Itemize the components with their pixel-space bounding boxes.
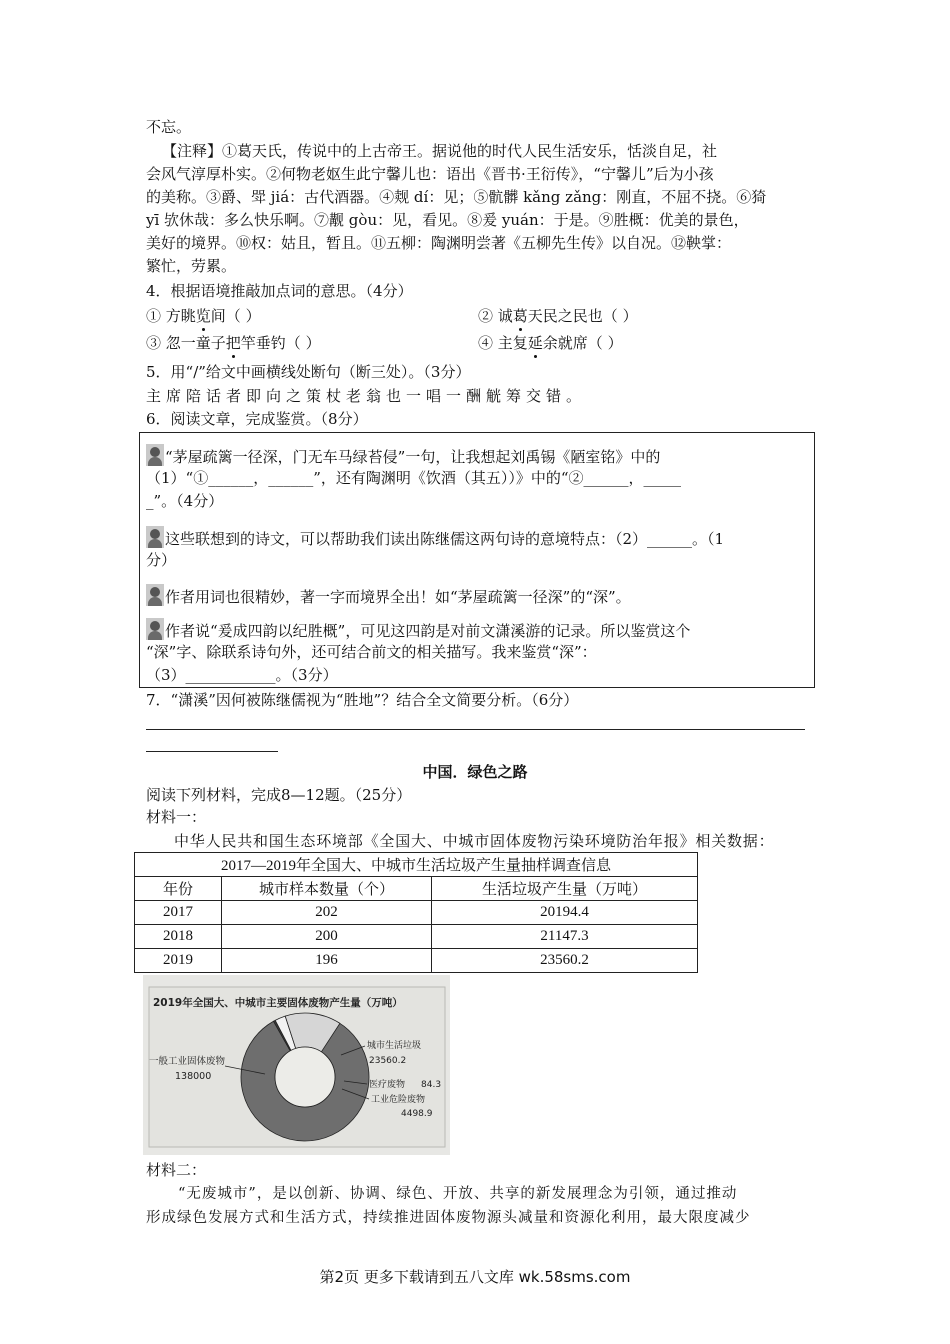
q6-prompt: 6．阅读文章，完成鉴赏。（8分） <box>146 410 368 428</box>
label-medical: 医疗废物 <box>369 1080 406 1090</box>
student-avatar-icon <box>146 444 164 466</box>
q4-item-1-dotted: 览 <box>195 307 211 325</box>
table-row <box>135 925 698 949</box>
q6-line-3: _”。（4分） <box>146 492 224 510</box>
student-avatar-icon <box>146 584 164 606</box>
label-municipal: 城市生活垃圾 <box>367 1041 422 1051</box>
q6-line-5: 分） <box>146 551 177 569</box>
q7-prompt: 7．“潇溪”因何被陈继儒视为“胜地”？结合全文简要分析。（6分） <box>146 691 579 709</box>
value-municipal: 23560.2 <box>369 1056 407 1066</box>
q4-item-4-post: 余就席（ ） <box>542 334 623 352</box>
material-2-line-1: “无废城市”，是以创新、协调、绿色、开放、共享的新发展理念为引领，通过推动 <box>178 1186 738 1202</box>
table-row <box>135 901 698 925</box>
table-cell: 21147.3 <box>432 925 698 949</box>
donut-chart-svg <box>143 975 450 1155</box>
material-1-label: 材料一： <box>146 808 207 826</box>
notes-line-6: 繁忙，劳累。 <box>146 257 237 275</box>
q5-text: 主席陪话者即向之策杖老翁也一唱一酬觥筹交错。 <box>146 387 587 405</box>
table-cell: 202 <box>222 901 432 925</box>
section-title: 中国．绿色之路 <box>422 763 528 781</box>
label-hazardous: 工业危险废物 <box>371 1095 426 1105</box>
waste-donut-chart <box>143 975 450 1155</box>
q4-item-3-pre: ③ 忽一童子 <box>146 334 226 352</box>
q4-item-1 <box>146 305 261 327</box>
donut-hole <box>275 1047 335 1107</box>
table-cell: 200 <box>222 925 432 949</box>
q4-item-2 <box>478 305 638 327</box>
q4-item-3 <box>146 332 321 354</box>
garbage-survey-table <box>134 852 698 973</box>
notes-line-1: 【注释】①葛天氏，传说中的上古帝王。据说他的时代人民生活安乐，恬淡自足，社 <box>162 142 718 160</box>
passage-ending: 不忘。 <box>146 118 192 136</box>
material-1-text: 中华人民共和国生态环境部《全国大、中城市固体废物污染环境防治年报》相关数据： <box>174 832 775 850</box>
table-cell: 2017 <box>135 901 222 925</box>
notes-line-4: yī 欤休哉：多么快乐啊。⑦觏 gòu：见，看见。⑧爰 yuán：于是。⑨胜概：优美的景色， <box>146 211 749 229</box>
value-industrial-solid: 138000 <box>175 1071 212 1082</box>
notes-line-2: 会风气淳厚朴实。②何物老妪生此宁馨儿也：语出《晋书·王衍传》，“宁馨儿”后为小孩 <box>146 165 714 183</box>
q4-item-2-pre: ② 诚 <box>478 307 513 325</box>
value-hazardous: 4498.9 <box>401 1109 433 1119</box>
student-avatar-icon <box>146 526 164 548</box>
q7-answer-line[interactable] <box>146 729 805 730</box>
q4-item-1-pre: ① 方眺 <box>146 307 196 325</box>
table-header-sample: 城市样本数量（个） <box>222 877 432 901</box>
q6-line-9: （3）____________。（3分） <box>146 666 338 684</box>
q6-line-7-text: 作者说“爰成四韵以纪胜概”，可见这四韵是对前文潇溪游的记录。所以鉴赏这个 <box>165 622 691 640</box>
label-industrial-solid: 一般工业固体废物 <box>149 1056 226 1067</box>
student-avatar-icon <box>146 618 164 640</box>
table-cell: 23560.2 <box>432 949 698 973</box>
material-2-line-2: 形成绿色发展方式和生活方式，持续推进固体废物源头减量和资源化利用，最大限度减少 <box>146 1210 751 1226</box>
q4-item-3-post: 竿垂钓（ ） <box>240 334 321 352</box>
q6-line-8: “深”字、除联系诗句外，还可结合前文的相关描写。我来鉴赏“深”： <box>146 643 597 661</box>
notes-line-5: 美好的境界。⑩权：姑且，暂且。⑪五柳：陶渊明尝著《五柳先生传》以自况。⑫鞅掌： <box>146 234 732 252</box>
chart-title: 2019年全国大、中城市主要固体废物产生量（万吨） <box>153 997 403 1009</box>
table-cell: 2018 <box>135 925 222 949</box>
q4-item-1-post: 间（ ） <box>210 307 261 325</box>
q6-line-4-text: 这些联想到的诗文，可以帮助我们读出陈继儒这两句诗的意境特点：（2）______。（1 <box>165 530 725 548</box>
q4-item-4-dotted: 延 <box>527 334 543 352</box>
q6-line-1 <box>146 444 660 468</box>
q6-line-4 <box>146 526 724 550</box>
q6-line-7 <box>146 618 690 642</box>
table-cell: 196 <box>222 949 432 973</box>
table-cell: 20194.4 <box>432 901 698 925</box>
page-footer: 第2页 更多下载请到五八文库 wk.58sms.com <box>319 1268 631 1286</box>
q4-item-4-pre: ④ 主复 <box>478 334 528 352</box>
q4-item-2-post: 天民之民也（ ） <box>527 307 638 325</box>
q4-item-2-dotted: 葛 <box>512 307 528 325</box>
table-row <box>135 949 698 973</box>
q5-prompt: 5．用“/”给文中画横线处断句（断三处）。（3分） <box>146 363 471 381</box>
q6-line-6-text: 作者用词也很精妙，著一字而境界全出！如“茅屋疏篱一径深”的“深”。 <box>165 588 631 606</box>
q4-item-3-dotted: 把 <box>225 334 241 352</box>
table-caption: 2017—2019年全国大、中城市生活垃圾产生量抽样调查信息 <box>135 853 698 877</box>
q4-item-4 <box>478 332 623 354</box>
table-cell: 2019 <box>135 949 222 973</box>
q4-prompt: 4．根据语境推敲加点词的意思。（4分） <box>146 282 413 300</box>
section-intro: 阅读下列材料，完成8—12题。（25分） <box>146 786 412 804</box>
q6-line-2: （1）“①______，______”，还有陶渊明《饮酒（其五））》中的“②______，_____ <box>146 469 682 487</box>
material-2-label: 材料二： <box>146 1161 207 1179</box>
q7-answer-line-short[interactable] <box>146 751 278 752</box>
table-header-amount: 生活垃圾产生量（万吨） <box>432 877 698 901</box>
table-header-year: 年份 <box>135 877 222 901</box>
q6-line-1-text: “茅屋疏篱一径深，门无车马绿苔侵”一句，让我想起刘禹锡《陋室铭》中的 <box>165 448 661 466</box>
q6-line-6 <box>146 584 631 608</box>
value-medical: 84.3 <box>421 1080 442 1090</box>
notes-line-3: 的美称。③爵、斝 jiá：古代酒器。④觌 dí：见；⑤骯髒 kǎng zǎng：刚直，不屈不挠。⑥猗 <box>146 188 767 206</box>
